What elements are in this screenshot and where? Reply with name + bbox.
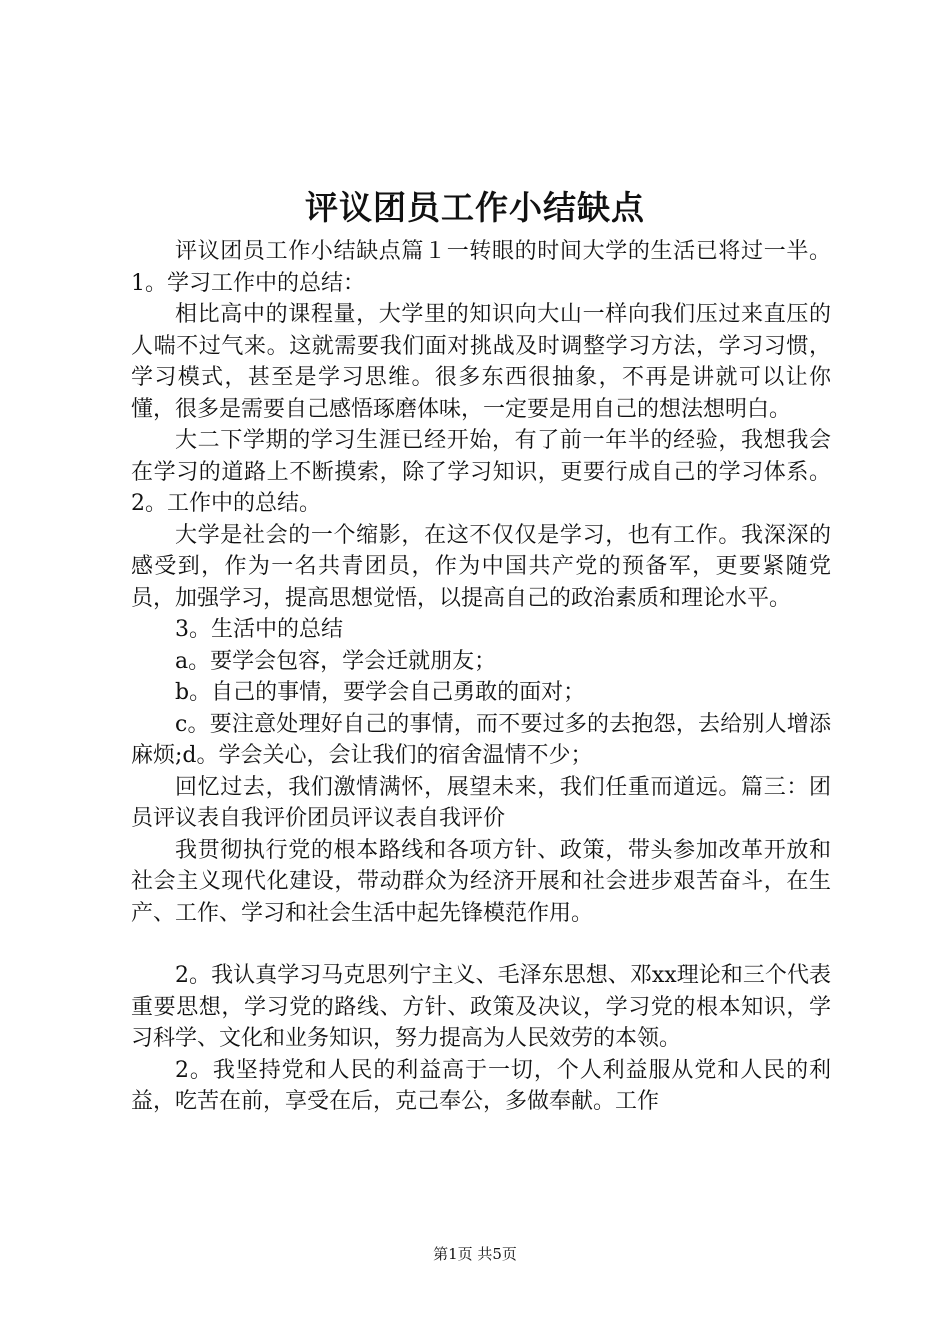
paragraph: 大学是社会的一个缩影，在这不仅仅是学习，也有工作。我深深的感受到，作为一名共青团员，作为中国共产党的预备军，更要紧随党员，加强学习，提高思想觉悟，以提高自己的政治素质和理论水平。 xyxy=(131,522,831,611)
document-title: 评议团员工作小结缺点 xyxy=(305,188,645,227)
paragraph: c。要注意处理好自己的事情，而不要过多的去抱怨，去给别人增添麻烦;d。学会关心，会让我们的宿舍温情不少； xyxy=(131,711,831,768)
paragraph: 回忆过去，我们激情满怀，展望未来，我们任重而道远。篇三：团员评议表自我评价团员评议表自我评价 xyxy=(131,774,831,831)
paragraph: 评议团员工作小结缺点篇１一转眼的时间大学的生活已将过一半。1。学习工作中的总结： xyxy=(131,239,831,296)
paragraph: 3。生活中的总结 xyxy=(175,617,343,642)
paragraph: a。要学会包容，学会迁就朋友； xyxy=(175,648,497,674)
document-body xyxy=(131,236,831,1118)
paragraph: 我贯彻执行党的根本路线和各项方针、政策，带头参加改革开放和社会主义现代化建设，带动群众为经济开展和社会进步艰苦奋斗，在生产、工作、学习和社会生活中起先锋模范作用。 xyxy=(131,837,831,926)
paragraph: 2。我坚持党和人民的利益高于一切，个人利益服从党和人民的利益，吃苦在前，享受在后，克己奉公，多做奉献。工作 xyxy=(131,1057,831,1114)
paragraph-spacer xyxy=(131,929,831,960)
paragraph: 大二下学期的学习生涯已经开始，有了前一年半的经验，我想我会在学习的道路上不断摸索，除了学习知识，更要行成自己的学习体系。2。工作中的总结。 xyxy=(131,428,831,516)
paragraph: 相比高中的课程量，大学里的知识向大山一样向我们压过来直压的人喘不过气来。这就需要我们面对挑战及时调整学习方法，学习习惯，学习模式，甚至是学习思维。很多东西很抽象，不再是讲就可以让你懂，很多是需要自己感悟琢磨体味，一定要是用自己的想法想明白。 xyxy=(131,302,831,422)
page-number-footer: 第1页 共5页 xyxy=(433,1245,517,1263)
paragraph: b。自己的事情，要学会自己勇敢的面对； xyxy=(175,680,586,705)
paragraph: 2。我认真学习马克思列宁主义、毛泽东思想、邓xx理论和三个代表重要思想，学习党的路线、方针、政策及决议，学习党的根本知识，学习科学、文化和业务知识，努力提高为人民效劳的本领。 xyxy=(131,963,831,1051)
